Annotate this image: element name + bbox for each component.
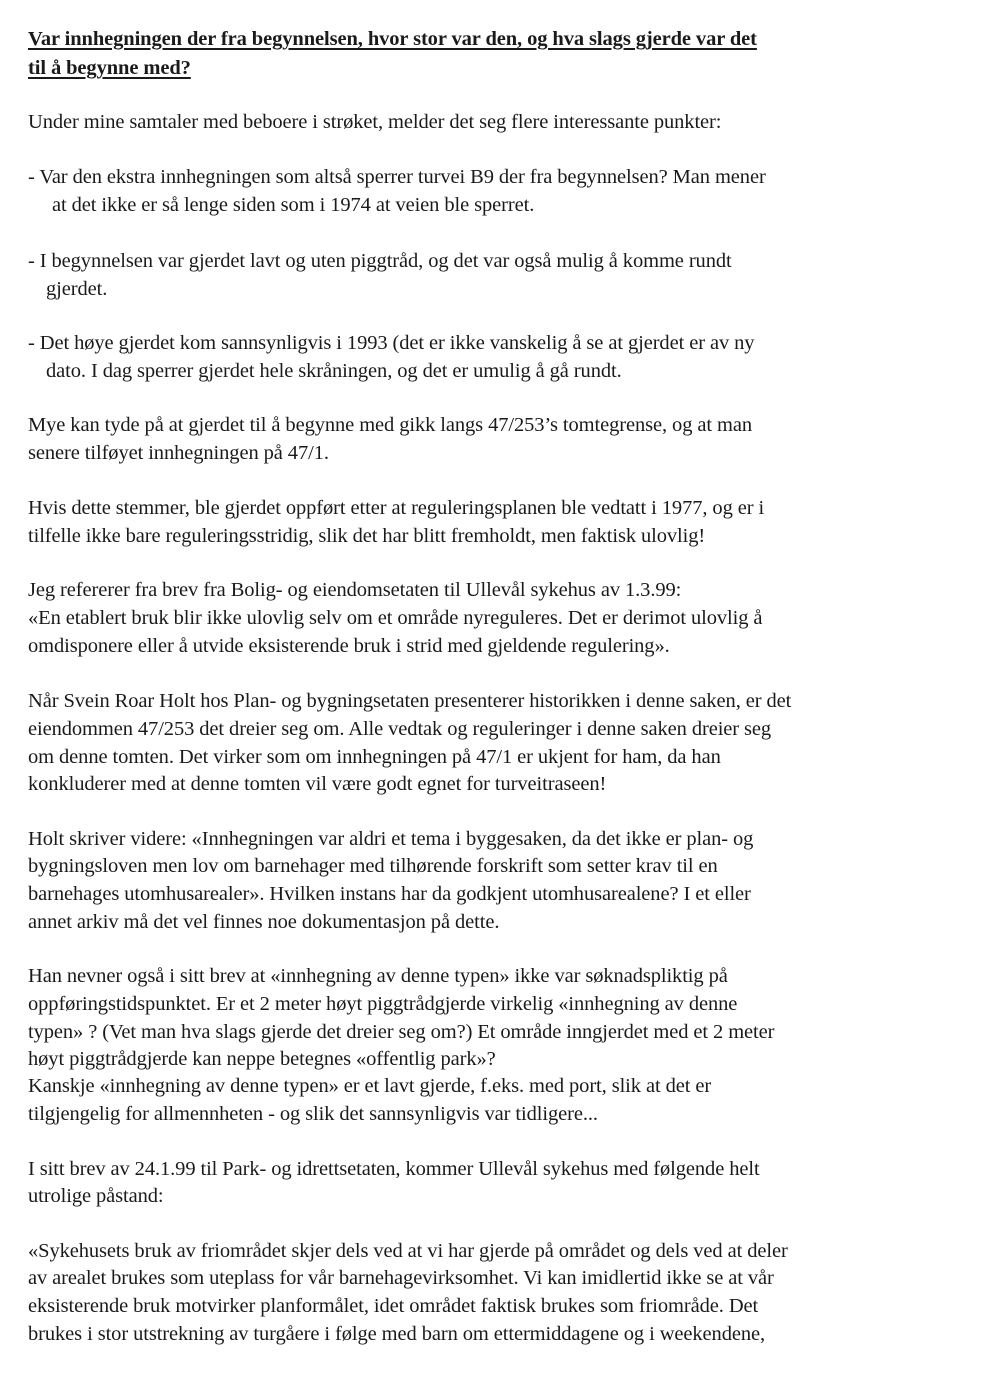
paragraph-7-line-2: utrolige påstand: [28, 1185, 164, 1207]
paragraph-6-line-3: typen» ? (Vet man hva slags gjerde det dreier seg om?) Et område inngjerdet med et 2 meter [28, 1021, 775, 1043]
paragraph-6-line-6: tilgjengelig for allmennheten - og slik det sannsynligvis var tidligere... [28, 1103, 598, 1125]
paragraph-6-line-4: høyt piggtrådgjerde kan neppe betegnes «offentlig park»? [28, 1048, 496, 1070]
paragraph-1-line-2: senere tilføyet innhegningen på 47/1. [28, 442, 329, 464]
paragraph-3-line-1: Jeg refererer fra brev fra Bolig- og eiendomsetaten til Ullevål sykehus av 1.3.99: [28, 579, 682, 601]
paragraph-6-line-5: Kanskje «innhegning av denne typen» er et lavt gjerde, f.eks. med port, slik at det er [28, 1075, 712, 1097]
quote-line-2: av arealet brukes som uteplass for vår barnehagevirksomhet. Vi kan imidlertid ikke se at vår [28, 1267, 774, 1289]
paragraph-5-line-4: annet arkiv må det vel finnes noe dokumentasjon på dette. [28, 911, 500, 933]
paragraph-4-line-1: Når Svein Roar Holt hos Plan- og bygningsetaten presenterer historikken i denne saken, er det [28, 690, 792, 712]
paragraph-6-line-1: Han nevner også i sitt brev at «innhegning av denne typen» ikke var søknadspliktig på [28, 965, 728, 987]
heading-line-2: til å begynne med? [28, 57, 191, 79]
bullet-1-line-1: - Var den ekstra innhegningen som altså sperrer turvei B9 der fra begynnelsen? Man mener [28, 166, 766, 188]
bullet-3-line-1: - Det høye gjerdet kom sannsynligvis i 1993 (det er ikke vanskelig å se at gjerdet er av ny [28, 332, 755, 354]
paragraph-4-line-4: konkluderer med at denne tomten vil være godt egnet for turveitraseen! [28, 773, 607, 795]
quote-line-3: eksisterende bruk motvirker planformålet, idet området faktisk brukes som friområde. Det [28, 1295, 759, 1317]
paragraph-2-line-1: Hvis dette stemmer, ble gjerdet oppført etter at reguleringsplanen ble vedtatt i 1977, og er i [28, 497, 765, 519]
quote-line-1: «Sykehusets bruk av friområdet skjer dels ved at vi har gjerde på området og dels ved at deler [28, 1240, 788, 1262]
paragraph-5-line-3: barnehages utomhusarealer». Hvilken instans har da godkjent utomhusarealene? I et eller [28, 883, 751, 905]
paragraph-3-line-2: «En etablert bruk blir ikke ulovlig selv om et område nyreguleres. Det er derimot ulovlig å [28, 607, 763, 629]
heading-line-1: Var innhegningen der fra begynnelsen, hvor stor var den, og hva slags gjerde var det [28, 28, 757, 50]
paragraph-4-line-3: om denne tomten. Det virker som om innhegningen på 47/1 er ukjent for ham, da han [28, 746, 721, 768]
paragraph-5-line-1: Holt skriver videre: «Innhegningen var aldri et tema i byggesaken, da det ikke er plan- og [28, 828, 754, 850]
paragraph-4-line-2: eiendommen 47/253 det dreier seg om. Alle vedtak og reguleringer i denne saken dreier seg [28, 718, 772, 740]
paragraph-7-line-1: I sitt brev av 24.1.99 til Park- og idrettsetaten, kommer Ullevål sykehus med følgende helt [28, 1158, 760, 1180]
bullet-2-line-1: - I begynnelsen var gjerdet lavt og uten piggtråd, og det var også mulig å komme rundt [28, 250, 732, 272]
bullet-2-line-2: gjerdet. [46, 278, 108, 300]
intro-paragraph: Under mine samtaler med beboere i strøket, melder det seg flere interessante punkter: [28, 111, 722, 133]
paragraph-2-line-2: tilfelle ikke bare reguleringsstridig, slik det har blitt fremholdt, men faktisk ulovlig! [28, 525, 706, 547]
paragraph-6-line-2: oppføringstidspunktet. Er et 2 meter høyt piggtrådgjerde virkelig «innhegning av denne [28, 993, 738, 1015]
bullet-3-line-2: dato. I dag sperrer gjerdet hele skråningen, og det er umulig å gå rundt. [46, 360, 622, 382]
bullet-1-line-2: at det ikke er så lenge siden som i 1974 at veien ble sperret. [52, 194, 535, 216]
paragraph-3-line-3: omdisponere eller å utvide eksisterende bruk i strid med gjeldende regulering». [28, 635, 670, 657]
paragraph-1-line-1: Mye kan tyde på at gjerdet til å begynne med gikk langs 47/253’s tomtegrense, og at man [28, 414, 752, 436]
quote-line-4: brukes i stor utstrekning av turgåere i følge med barn om ettermiddagene og i weekendene, [28, 1323, 766, 1345]
paragraph-5-line-2: bygningsloven men lov om barnehager med tilhørende forskrift som setter krav til en [28, 855, 718, 877]
